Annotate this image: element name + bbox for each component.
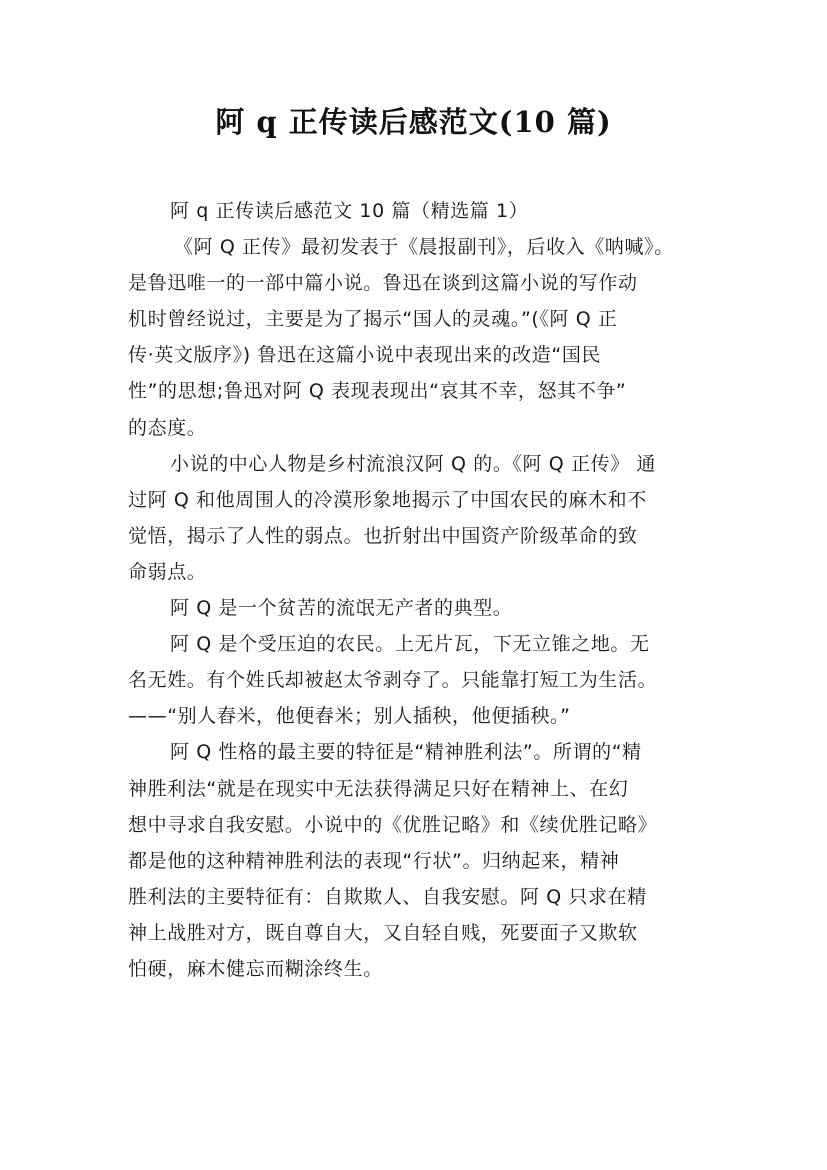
paragraph-line: 想中寻求自我安慰。小说中的《优胜记略》和《续优胜记略》 [128, 813, 658, 836]
paragraph-line: 怕硬，麻木健忘而糊涂终生。 [128, 957, 383, 980]
paragraph-line: 阿 Q 是个受压迫的农民。上无片瓦，下无立锥之地。无 [170, 633, 650, 656]
paragraph-line: 神胜利法“就是在现实中无法获得满足只好在精神上、在幻 [128, 777, 629, 800]
paragraph-line: 小说的中心人物是乡村流浪汉阿 Q 的。《阿 Q 正传》 通 [170, 452, 657, 475]
paragraph-line: 是鲁迅唯一的一部中篇小说。鲁迅在谈到这篇小说的写作动 [128, 272, 638, 295]
paragraph-line: 的态度。 [128, 416, 207, 439]
paragraph-line: 名无姓。有个姓氏却被赵太爷剥夺了。只能靠打短工为生活。 [128, 669, 658, 692]
paragraph-line: 神上战胜对方，既自尊自大，又自轻自贱，死要面子又欺软 [128, 921, 638, 944]
section-heading: 阿 q 正传读后感范文 10 篇（精选篇 1） [170, 200, 529, 222]
paragraph-line: 传·英文版序》) 鲁迅在这篇小说中表现出来的改造“国民 [128, 344, 602, 367]
paragraph-line: 胜利法的主要特征有：自欺欺人、自我安慰。阿 Q 只求在精 [128, 885, 647, 908]
paragraph-line: 命弱点。 [128, 560, 207, 583]
document-body [128, 193, 708, 987]
paragraph-line: ——“别人舂米，他便舂米；别人插秧，他便插秧。” [128, 705, 571, 728]
paragraph-line: 阿 Q 是一个贫苦的流氓无产者的典型。 [170, 597, 513, 620]
paragraph-line: 都是他的这种精神胜利法的表现“行状”。归纳起来，精神 [128, 849, 620, 872]
paragraph-line: 觉悟，揭示了人性的弱点。也折射出中国资产阶级革命的致 [128, 524, 638, 547]
paragraph-line: 过阿 Q 和他周围人的冷漠形象地揭示了中国农民的麻木和不 [128, 488, 647, 511]
paragraph-line: 《阿 Q 正传》最初发表于《晨报副刊》，后收入《呐喊》。 [174, 236, 674, 259]
paragraph-line: 性”的思想;鲁迅对阿 Q 表现表现出“哀其不幸，怒其不争” [128, 380, 627, 403]
paragraph-line: 阿 Q 性格的最主要的特征是“精神胜利法”。所谓的“精 [170, 741, 642, 764]
document-title: 阿 q 正传读后感范文(10 篇) [215, 105, 612, 139]
paragraph-line: 机时曾经说过，主要是为了揭示“国人的灵魂。”(《阿 Q 正 [128, 308, 618, 331]
